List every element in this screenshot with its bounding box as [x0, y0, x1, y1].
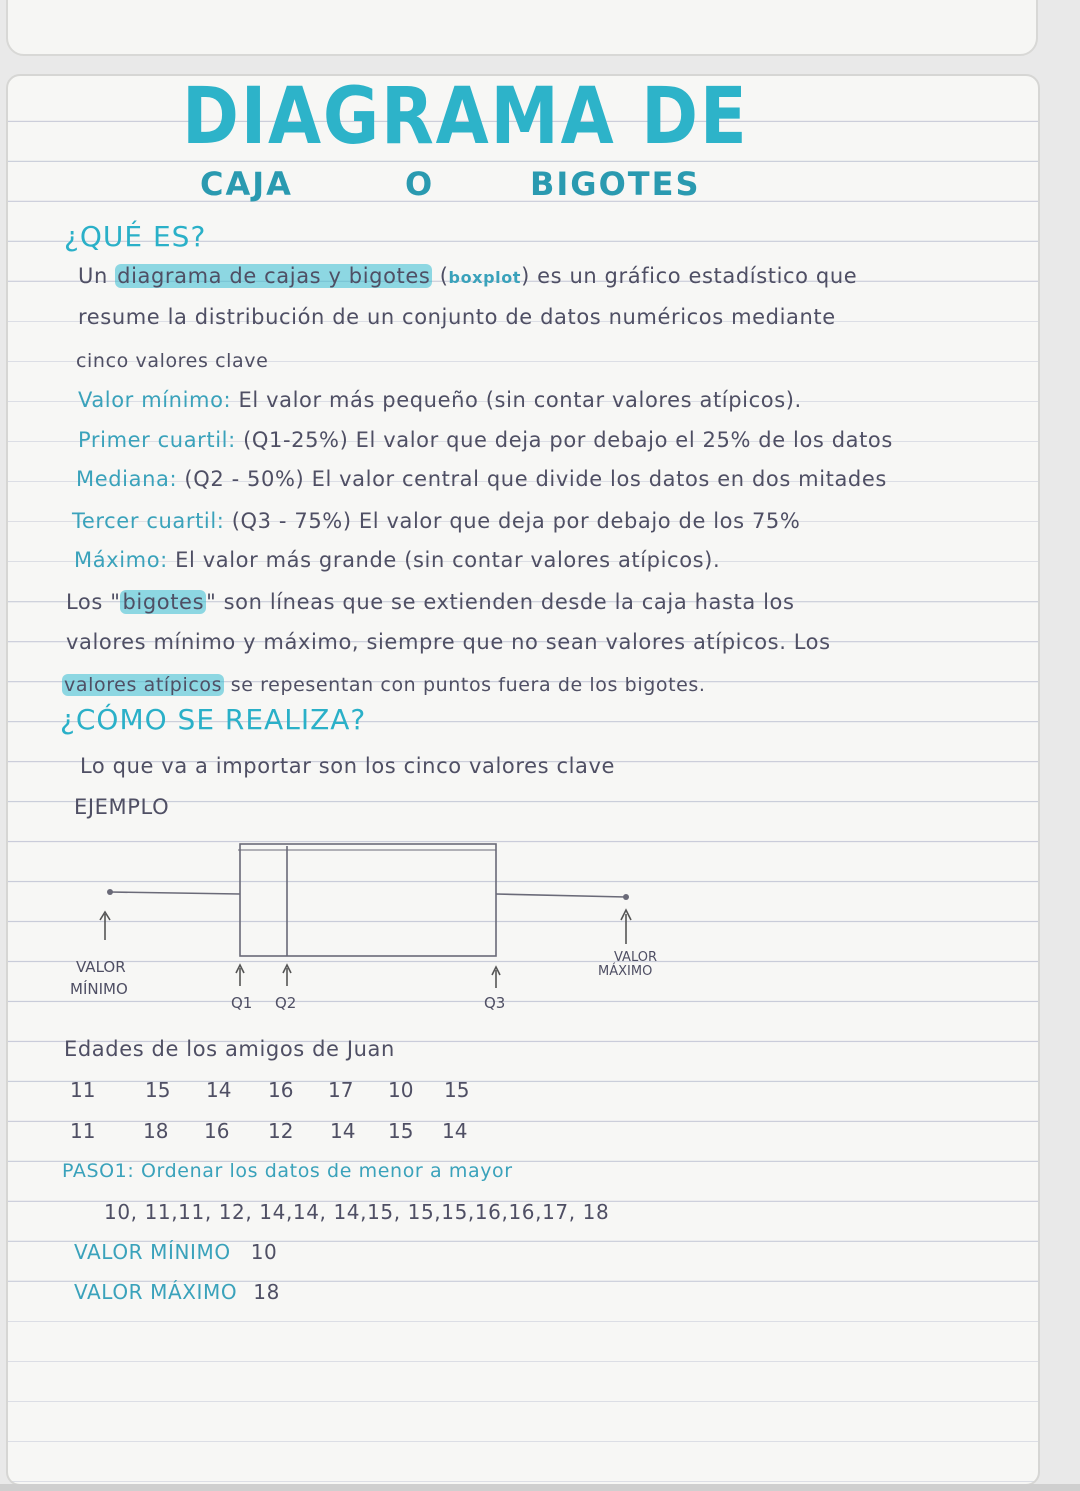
- label-max-1: VALOR: [614, 950, 657, 965]
- label-q2: Q2: [275, 994, 297, 1012]
- example-label: EJEMPLO: [74, 795, 170, 819]
- age-value: 18: [143, 1119, 169, 1143]
- def-text: El valor más pequeño (sin contar valores atípicos).: [231, 388, 802, 412]
- age-value: 14: [442, 1119, 468, 1143]
- heading-que-es: ¿QUÉ ES?: [64, 220, 207, 253]
- def-term: Máximo:: [74, 548, 168, 572]
- heading-como-se-realiza: ¿CÓMO SE REALIZA?: [60, 703, 367, 736]
- age-value: 14: [330, 1119, 356, 1143]
- page-bottom-edge: [0, 1484, 1080, 1491]
- label-min-1: VALOR: [76, 958, 126, 976]
- def-median: [76, 467, 887, 491]
- label-q3: Q3: [484, 994, 506, 1012]
- outliers-text: se repesentan con puntos fuera de los bigotes.: [224, 674, 706, 696]
- def-term: Mediana:: [76, 467, 178, 491]
- min-result-value: 10: [250, 1240, 278, 1264]
- ages-title: Edades de los amigos de Juan: [64, 1037, 395, 1061]
- max-result: [74, 1280, 280, 1304]
- whiskers-text: Los ": [66, 590, 121, 614]
- subtitle-caja: CAJA: [200, 165, 293, 203]
- age-value: 16: [204, 1119, 230, 1143]
- label-max-2: MÁXIMO: [598, 964, 653, 979]
- def-text: (Q1-25%) El valor que deja por debajo el 25% de los datos: [235, 428, 893, 452]
- whiskers-text-end: " son líneas que se extienden desde la caja hasta los: [206, 590, 795, 614]
- def-min: [78, 388, 802, 412]
- intro-highlight: diagrama de cajas y bigotes: [117, 264, 431, 288]
- def-text: (Q2 - 50%) El valor central que divide los datos en dos mitades: [177, 467, 887, 491]
- def-term: Tercer cuartil:: [72, 509, 225, 533]
- page-title: DIAGRAMA DE: [182, 72, 749, 162]
- intro-line-2: resume la distribución de un conjunto de datos numéricos mediante: [78, 305, 836, 329]
- age-value: 11: [70, 1078, 96, 1102]
- step-1: [62, 1160, 513, 1182]
- def-text: El valor más grande (sin contar valores atípicos).: [167, 548, 721, 572]
- box: [240, 844, 496, 956]
- age-value: 15: [145, 1078, 171, 1102]
- def-text: (Q3 - 75%) El valor que deja por debajo de los 75%: [224, 509, 801, 533]
- label-min-2: MÍNIMO: [70, 980, 128, 998]
- subtitle-o: O: [405, 165, 435, 203]
- max-result-value: 18: [253, 1280, 280, 1304]
- def-max: [74, 548, 720, 572]
- outliers-highlight: valores atípicos: [64, 674, 223, 696]
- age-value: 11: [70, 1119, 96, 1143]
- def-term: Primer cuartil:: [78, 428, 236, 452]
- age-value: 15: [444, 1078, 470, 1102]
- min-point: [107, 889, 113, 895]
- whiskers-line-2: valores mínimo y máximo, siempre que no sean valores atípicos. Los: [66, 630, 831, 654]
- whiskers-line-3: [62, 674, 706, 696]
- boxplot-term: boxplot: [448, 268, 522, 287]
- previous-page-edge: [6, 0, 1038, 56]
- intro-paren: (: [432, 264, 449, 288]
- how-text: Lo que va a importar son los cinco valores clave: [80, 754, 616, 778]
- age-value: 14: [206, 1078, 232, 1102]
- max-result-label: VALOR MÁXIMO: [74, 1280, 238, 1304]
- min-result-label: VALOR MÍNIMO: [74, 1240, 231, 1264]
- step-1-text: PASO1: Ordenar los datos de menor a mayor: [62, 1160, 513, 1182]
- min-result: [74, 1240, 277, 1264]
- def-term: Valor mínimo:: [78, 388, 232, 412]
- def-q3: [72, 509, 800, 533]
- intro-line-3: cinco valores clave: [76, 350, 269, 372]
- left-whisker: [110, 892, 240, 894]
- age-value: 17: [328, 1078, 354, 1102]
- intro-text: Un: [78, 264, 116, 288]
- sorted-data: 10, 11,11, 12, 14,14, 14,15, 15,15,16,16,17, 18: [104, 1200, 610, 1224]
- label-q1: Q1: [231, 994, 253, 1012]
- whiskers-highlight: bigotes: [122, 590, 205, 614]
- age-value: 10: [388, 1078, 414, 1102]
- age-value: 16: [268, 1078, 294, 1102]
- max-point: [623, 894, 629, 900]
- age-value: 12: [268, 1119, 294, 1143]
- right-whisker: [496, 894, 626, 897]
- age-value: 15: [388, 1119, 414, 1143]
- def-q1: [78, 428, 893, 452]
- intro-line-1: [78, 264, 857, 288]
- subtitle-bigotes: BIGOTES: [530, 165, 701, 203]
- intro-text-end: ) es un gráfico estadístico que: [521, 264, 858, 288]
- boxplot-sketch: [60, 830, 720, 1020]
- whiskers-line-1: [66, 590, 795, 614]
